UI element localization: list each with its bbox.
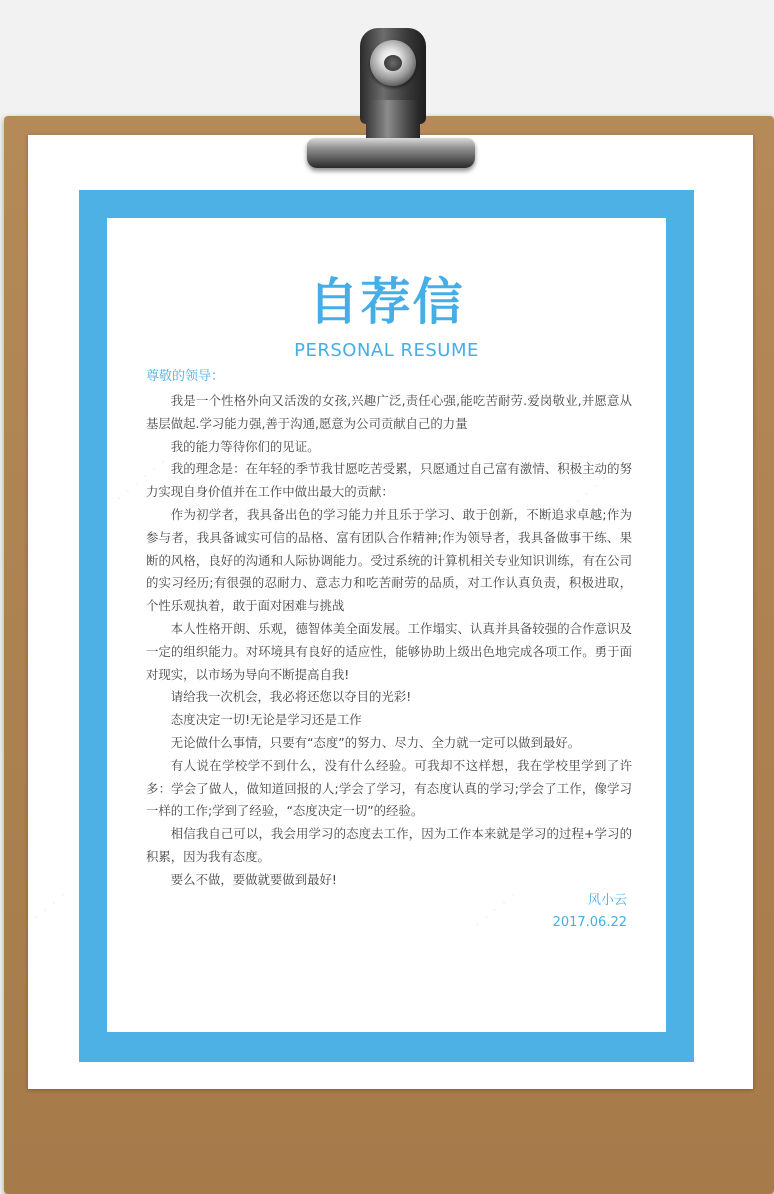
paragraph: 作为初学者，我具备出色的学习能力并且乐于学习、敢于创新，不断追求卓越;作为参与者，我具备诚实可信的品格、富有团队合作精神;作为领导者，我具备做事干练、果断的风格，良好的沟通和人际协调能力。受过系统的计算机相关专业知识训练，有在公司的实习经历;有很强的忍耐力、意志力和吃苦耐劳的品质，对工作认真负责，积极进取，个性乐观执着，敢于面对困难与挑战 [146, 506, 632, 614]
signature-name: 风小云 [587, 893, 627, 908]
paragraph: 本人性格开朗、乐观，德智体美全面发展。工作塌实、认真并具备较强的合作意识及一定的组织能力。对环境具有良好的适应性，能够协助上级出色地完成各项工作。勇于面对现实，以市场为导向不断提高自我! [146, 620, 632, 682]
paragraph: 有人说在学校学不到什么，没有什么经验。可我却不这样想，我在学校里学到了许多：学会了做人，做知道回报的人;学会了学习，有态度认真的学习;学会了工作，像学习一样的工作;学到了经验，“态度决定一切”的经验。 [146, 757, 632, 819]
watermark: · · · · · [19, 885, 73, 936]
letter-subtitle: PERSONAL RESUME [294, 340, 479, 361]
watermark: · · · · · · [110, 452, 173, 509]
paragraph: 要么不做，要做就要做到最好! [170, 871, 337, 887]
paragraph: 态度决定一切!无论是学习还是工作 [170, 712, 362, 728]
paragraph: 我的理念是：在年轻的季节我甘愿吃苦受累，只愿通过自己富有激情、积极主动的努力实现自身价值并在工作中做出最大的贡献： [146, 461, 632, 500]
watermark: · · · · · [469, 885, 523, 936]
paragraph: 我的能力等待你们的见证。 [170, 438, 320, 454]
binder-clip-hole [384, 55, 402, 71]
signature-date: 2017.06.22 [552, 915, 627, 930]
paragraph: 相信我自己可以，我会用学习的态度去工作，因为工作本来就是学习的过程+学习的积累，因为我有态度。 [146, 826, 632, 864]
letter-greeting: 尊敬的领导： [146, 369, 225, 384]
binder-clip-plate [307, 138, 475, 168]
paragraph: 无论做什么事情，只要有“态度”的努力、尽力、全力就一定可以做到最好。 [170, 734, 581, 750]
paragraph: 我是一个性格外向又活泼的女孩,兴趣广泛,责任心强,能吃苦耐劳.爱岗敬业,并愿意从基层做起.学习能力强,善于沟通,愿意为公司贡献自己的力量 [146, 393, 632, 431]
paragraph: 请给我一次机会，我必将还您以夺目的光彩! [170, 689, 412, 705]
letter-body [146, 390, 632, 892]
letter-signature [420, 890, 627, 934]
watermark: · · · · · · [560, 462, 623, 519]
letter-title: 自荐信 [308, 273, 465, 331]
